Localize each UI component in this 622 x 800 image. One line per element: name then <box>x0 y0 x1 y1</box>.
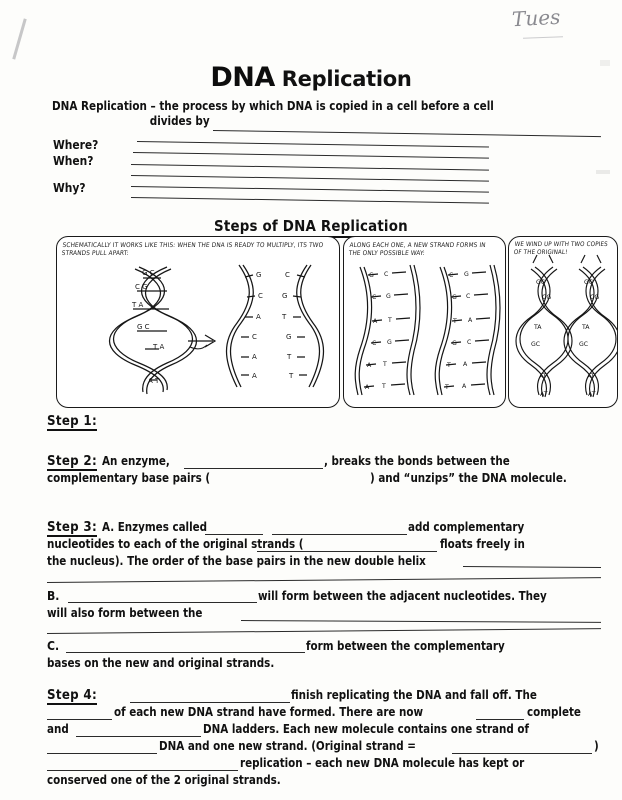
step-4-blank-4[interactable] <box>76 736 201 737</box>
panel2-l-5a: A <box>365 384 370 391</box>
panel-1-artwork <box>57 237 340 408</box>
step-4-blank-2[interactable] <box>47 719 112 720</box>
step-3a-blank-5[interactable] <box>47 577 601 583</box>
panel2-l-4b: T <box>383 361 387 368</box>
panel3-b-3: GC <box>579 341 589 348</box>
dna-replication-diagram <box>56 236 618 408</box>
panel3-a-3: GC <box>531 341 541 348</box>
step-2-text-c: complementary base pairs ( <box>47 471 211 485</box>
scan-smudge-left <box>12 18 26 59</box>
step-4-line3-tail <box>203 721 603 737</box>
step-4-text-2: of each new DNA strand have formed. There are now <box>114 705 424 719</box>
page-title <box>0 62 622 93</box>
step-4-blank-3[interactable] <box>476 719 524 720</box>
step-3c-text-1: form between the complementary <box>306 639 505 653</box>
panel2-l-0b: C <box>384 271 389 278</box>
panel2-r-2a: T <box>453 318 457 325</box>
diagram-panel-1 <box>56 236 340 408</box>
panel1-right-5: T <box>289 372 294 380</box>
step-3a-blank-3[interactable] <box>257 551 437 552</box>
intro-line-2: divides by <box>149 114 210 128</box>
intro-definition <box>52 99 560 129</box>
step-3c-line2 <box>47 655 599 671</box>
step-2-line1-tail <box>324 453 604 469</box>
step-3a-text-3: nucleotides to each of the original strands ( <box>47 537 304 551</box>
panel3-b-0: GC <box>584 279 594 286</box>
panel-2-caption: ALONG EACH ONE, A NEW STRAND FORMS IN THE ONLY POSSIBLE WAY: <box>348 241 487 258</box>
step-3a-text-1: A. Enzymes called <box>102 520 208 534</box>
question-why-text: Why? <box>53 180 86 195</box>
panel2-l-5b: T <box>382 383 386 390</box>
step-3a-blank-2[interactable] <box>272 534 407 535</box>
panel3-a-0: GC <box>536 279 546 286</box>
step-3b-text-1: will form between the adjacent nucleotides. They <box>258 589 547 603</box>
diagram-panel-2 <box>343 236 506 408</box>
panel1-pair-3: G C <box>137 323 150 331</box>
blank-why-1[interactable] <box>131 186 489 193</box>
step-4-text-6: DNA and one new strand. (Original strand = <box>159 739 416 753</box>
blank-where-1[interactable] <box>137 141 489 148</box>
panel2-l-3b: G <box>387 339 392 346</box>
step-4-text-4: and <box>47 722 69 736</box>
panel1-pair-1: C G <box>135 283 148 291</box>
panel2-l-2b: T <box>388 317 392 324</box>
panel1-right-1: G <box>282 292 288 300</box>
step-4-number: Step 4: <box>47 688 97 703</box>
panel1-pair-0: G C <box>142 269 155 277</box>
step-1-number: Step 1: <box>47 414 97 429</box>
step-4-text-1: finish replicating the DNA and fall off. The <box>291 688 537 702</box>
step-4-text-5: DNA ladders. Each new molecule contains one strand of <box>203 722 529 736</box>
panel1-left-3: C <box>252 333 257 341</box>
step-3c-line1-tail <box>306 638 606 654</box>
panel1-pair-4: T A <box>153 343 165 351</box>
step-1 <box>47 413 599 430</box>
page-title-replication: Replication <box>274 67 412 91</box>
step-4-text-3: complete <box>527 705 581 719</box>
step-4-line2-tail <box>527 704 617 720</box>
question-label-when <box>53 153 93 168</box>
step-3c-letter: C. <box>47 639 60 653</box>
panel2-r-1a: G <box>452 294 457 301</box>
panel1-left-0: G <box>256 271 262 279</box>
step-4-line5 <box>240 755 620 771</box>
panel3-b-2: TA <box>582 324 590 331</box>
panel1-right-4: T <box>287 353 292 361</box>
panel2-r-5b: A <box>462 383 467 390</box>
step-4-text-8: replication – each new DNA molecule has kept or <box>240 756 525 770</box>
blank-when-1[interactable] <box>131 164 489 171</box>
panel2-r-0b: G <box>464 271 469 278</box>
panel-3-caption: WE WIND UP WITH TWO COPIES OF THE ORIGINAL! <box>513 241 609 257</box>
panel2-r-0a: C <box>449 272 454 279</box>
question-where-text: Where? <box>53 137 99 152</box>
step-2-blank-1[interactable] <box>184 468 323 469</box>
panel1-left-1: C <box>258 292 263 300</box>
step-4-blank-7[interactable] <box>47 770 238 771</box>
panel2-r-5a: T <box>445 384 449 391</box>
step-2-line2-tail <box>370 470 620 486</box>
step-3b-blank-3[interactable] <box>47 628 601 634</box>
panel1-left-2: A <box>256 313 261 321</box>
panel3-b-4: AT <box>587 373 595 380</box>
panel2-l-2a: A <box>373 318 378 325</box>
panel1-right-0: C <box>285 271 290 279</box>
step-4-line1-tail <box>291 687 611 703</box>
step-2-number: Step 2: <box>47 454 97 469</box>
panel3-b-5: AT <box>588 391 596 398</box>
panel2-r-4a: T <box>447 362 451 369</box>
panel3-a-2: TA <box>534 324 542 331</box>
steps-section-heading <box>0 216 622 238</box>
handwritten-note-underline <box>523 36 563 38</box>
panel-2-artwork <box>344 237 506 408</box>
question-label-why <box>53 180 86 195</box>
page-title-dna: DNA <box>210 62 275 93</box>
blank-why-2[interactable] <box>131 197 489 204</box>
step-3b-blank-1[interactable] <box>68 602 257 603</box>
step-4-text-9: conserved one of the 2 original strands. <box>47 773 281 787</box>
panel1-right-3: G <box>286 333 292 341</box>
step-3a-text-4: floats freely in <box>440 537 525 551</box>
step-3a-line1-tail <box>408 519 608 535</box>
step-3b-letter: B. <box>47 589 60 603</box>
panel-3-artwork <box>509 237 618 408</box>
panel1-pair-2: T A <box>132 301 144 309</box>
question-when-text: When? <box>53 153 94 168</box>
step-3-number: Step 3: <box>47 520 97 535</box>
step-3a-text-2: add complementary <box>408 520 525 534</box>
panel2-r-4b: A <box>463 361 468 368</box>
panel1-left-4: A <box>252 353 257 361</box>
scan-smudge-right <box>596 170 610 174</box>
panel1-left-5: A <box>252 372 257 380</box>
step-3c-text-2: bases on the new and original strands. <box>47 656 275 670</box>
step-2-text-b: , breaks the bonds between the <box>324 454 510 468</box>
diagram-panel-3 <box>508 236 618 408</box>
panel2-l-4a: A <box>367 362 372 369</box>
step-4-line6 <box>47 772 599 788</box>
panel3-a-1: CG <box>542 294 552 301</box>
blank-where-2[interactable] <box>133 152 489 159</box>
panel2-r-1b: C <box>466 293 471 300</box>
step-3c-blank-1[interactable] <box>66 652 305 653</box>
panel2-l-1a: C <box>372 294 377 301</box>
panel2-r-2b: A <box>468 317 473 324</box>
step-4-line4 <box>159 738 529 754</box>
blank-when-2[interactable] <box>131 175 489 182</box>
step-3a-line2-tail <box>440 536 620 552</box>
step-4-blank-5[interactable] <box>47 753 157 754</box>
blank-divides-by[interactable] <box>213 130 601 137</box>
steps-heading-text: Steps of DNA Replication <box>214 217 408 238</box>
intro-line-1: DNA Replication – the process by which DNA is copied in a cell before a cell <box>52 99 494 113</box>
handwritten-note <box>511 5 561 31</box>
step-3a-text-5: the nucleus). The order of the base pairs in the new double helix <box>47 554 426 568</box>
step-3b-line1-tail <box>258 588 608 604</box>
step-3a-blank-1[interactable] <box>205 534 263 535</box>
handwritten-note-text: Tues <box>511 4 561 32</box>
question-label-where <box>53 137 98 152</box>
step-2-text-d: ) and “unzips” the DNA molecule. <box>370 471 567 485</box>
step-4-line4-tail <box>594 738 622 754</box>
step-3b-line2 <box>47 605 599 621</box>
step-3b-text-2: will also form between the <box>47 606 203 620</box>
step-2-text-a: An enzyme, <box>102 454 170 468</box>
panel-1-caption: SCHEMATICALLY IT WORKS LIKE THIS: WHEN THE DNA IS READY TO MULTIPLY, ITS TWO STRANDS PULL APART: <box>61 241 324 258</box>
panel1-right-2: T <box>282 313 287 321</box>
step-4-blank-6[interactable] <box>452 753 592 754</box>
panel3-a-5: AT <box>540 391 548 398</box>
panel2-r-3a: G <box>452 340 457 347</box>
panel1-pair-5: A T <box>148 377 160 385</box>
panel3-a-4: AT <box>539 373 547 380</box>
step-4-blank-1[interactable] <box>130 702 290 703</box>
panel3-b-1: CG <box>590 294 600 301</box>
panel2-l-1b: G <box>386 293 391 300</box>
panel2-r-3b: C <box>467 339 472 346</box>
step-4-text-7: ) <box>594 739 599 753</box>
panel2-l-0a: G <box>369 272 374 279</box>
step-4-line2 <box>114 704 514 720</box>
panel2-l-3a: C <box>372 340 377 347</box>
